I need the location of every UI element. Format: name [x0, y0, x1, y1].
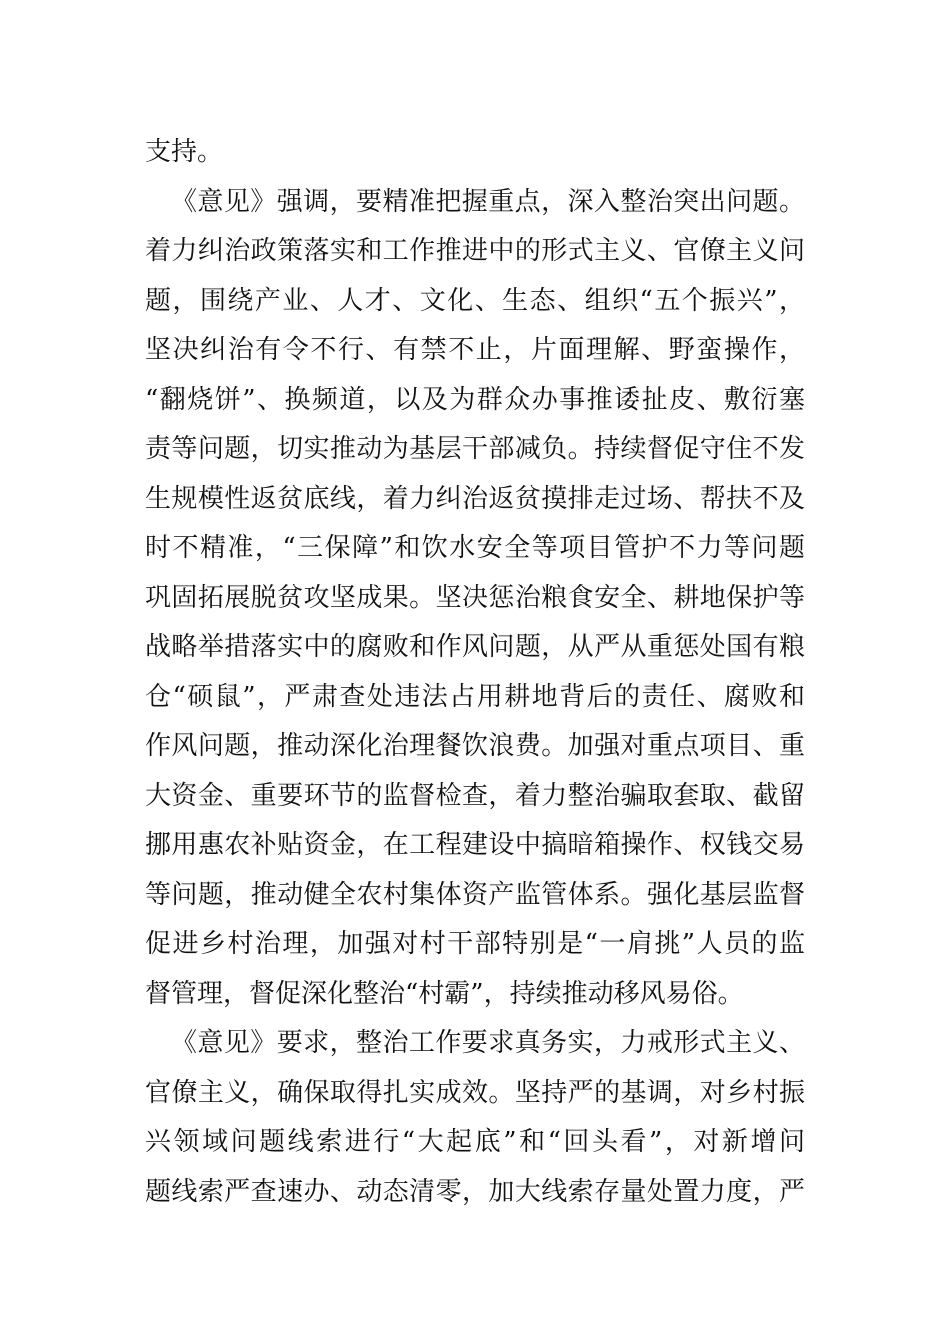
paragraph-line: 责等问题，切实推动为基层干部减负。持续督促守住不发	[145, 434, 805, 464]
paragraph-line: 促进乡村治理，加强对村干部特别是“一肩挑”人员的监	[145, 929, 805, 959]
paragraph-line: 仓“硕鼠”，严肃查处违法占用耕地背后的责任、腐败和	[145, 681, 805, 712]
paragraph-line: 着力纠治政策落实和工作推进中的形式主义、官僚主义问	[145, 236, 805, 266]
paragraph-line: 作风问题，推动深化治理餐饮浪费。加强对重点项目、重	[145, 731, 805, 761]
paragraph-line: 督管理，督促深化整治“村霸”，持续推动移风易俗。	[145, 978, 744, 1009]
paragraph-line: 等问题，推动健全农村集体资产监管体系。强化基层监督	[145, 879, 805, 910]
paragraph-line: 支持。	[145, 137, 224, 167]
paragraph-line: 巩固拓展脱贫攻坚成果。坚决惩治粮食安全、耕地保护等	[145, 582, 805, 613]
paragraph-line: 《意见》强调，要精准把握重点，深入整治突出问题。	[171, 186, 805, 217]
paragraph-line: 生规模性返贫底线，着力纠治返贫摸排走过场、帮扶不及	[145, 483, 805, 514]
paragraph-line: 题，围绕产业、人才、文化、生态、组织“五个振兴”，	[145, 285, 805, 316]
paragraph-line: 大资金、重要环节的监督检查，着力整治骗取套取、截留	[145, 780, 805, 811]
paragraph-line: 兴领域问题线索进行“大起底”和“回头看”，对新增问	[145, 1127, 805, 1157]
paragraph-line: 官僚主义，确保取得扎实成效。坚持严的基调，对乡村振	[145, 1077, 805, 1108]
paragraph-line: 题线索严查速办、动态清零，加大线索存量处置力度，严	[145, 1176, 805, 1207]
paragraph-line: 《意见》要求，整治工作要求真务实，力戒形式主义、	[171, 1028, 805, 1058]
paragraph-line: 坚决纠治有令不行、有禁不止，片面理解、野蛮操作，	[145, 335, 805, 365]
body-text	[145, 128, 805, 1217]
paragraph-line: “翻烧饼”、换频道，以及为群众办事推诿扯皮、敷衍塞	[145, 384, 805, 415]
paragraph-line: 时不精准，“三保障”和饮水安全等项目管护不力等问题	[145, 533, 805, 563]
paragraph-line: 战略举措落实中的腐败和作风问题，从严从重惩处国有粮	[145, 632, 805, 662]
paragraph-line: 挪用惠农补贴资金，在工程建设中搞暗箱操作、权钱交易	[145, 830, 805, 860]
